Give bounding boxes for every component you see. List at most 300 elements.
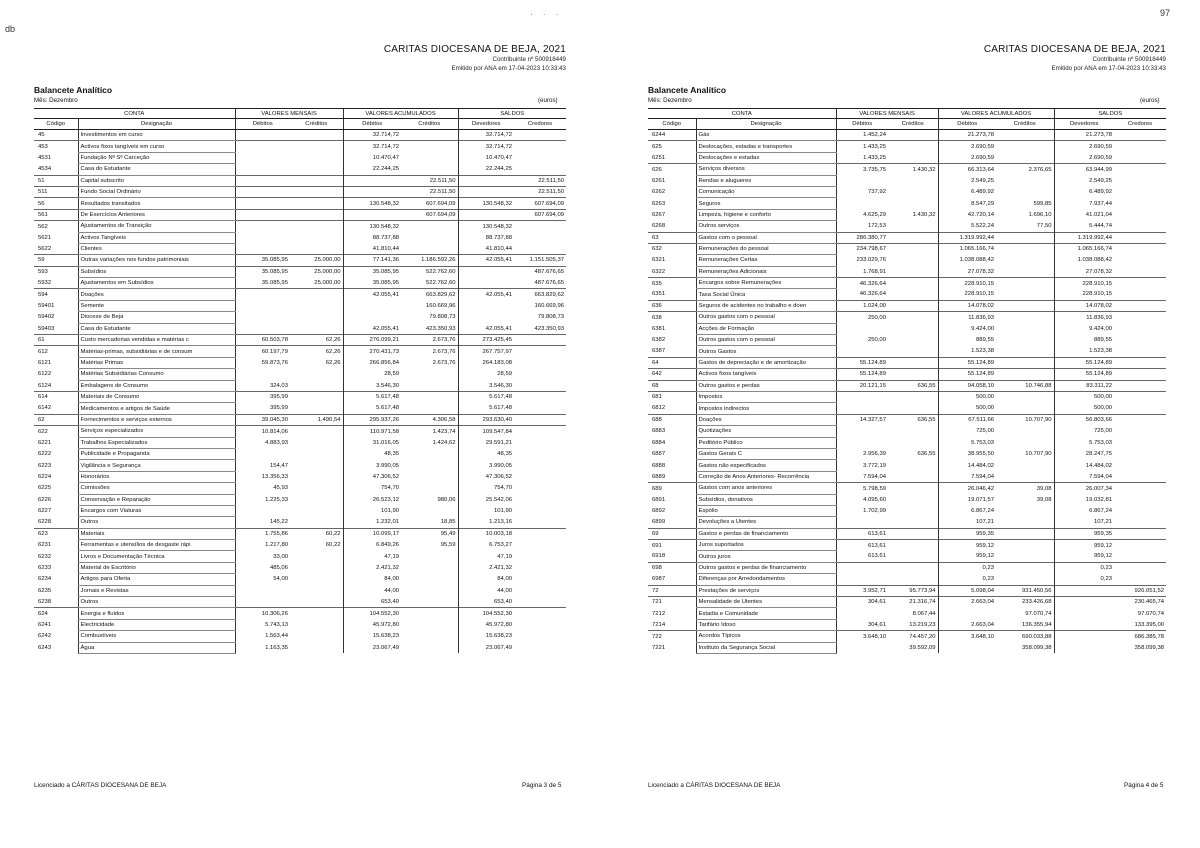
cell-debitos-acumulados: 1.065.166,74 [938,243,996,254]
cell-creditos-acumulados [996,528,1054,539]
cell-debitos-acumulados: 276.099,21 [343,335,401,346]
cell-designacao: Remunerações do pessoal [696,243,836,254]
cell-creditos-acumulados: 10.707,90 [1025,451,1052,458]
cell-creditos-acumulados [996,152,1054,163]
cell-debitos-mensais: 1.217,80 [265,542,288,549]
cell-designacao: Juros suportados [696,540,836,551]
cell-debitos-acumulados: 47.306,52 [343,471,401,482]
cell-designacao: Comissões [78,483,235,494]
cell-codigo: 6918 [652,553,666,560]
cell-debitos-acumulados: 5.617,48 [343,391,401,402]
cell-debitos-acumulados: 67.511,66 [938,414,996,425]
cell-creditos-mensais [888,574,938,585]
cell-designacao: Medicamentos e artigos de Saúde [78,403,235,414]
table-row [34,551,566,562]
table-row [648,551,1166,562]
cell-debitos-acumulados: 44,00 [343,585,401,596]
cell-creditos-mensais: 60,22 [325,542,341,549]
cell-debitos-mensais: 324,03 [269,382,288,389]
cell-codigo: 6238 [38,598,52,605]
table-row [648,448,1166,459]
cell-designacao: Rendas e alugueres [696,175,836,186]
cell-devedores: 63.944,99 [1054,164,1114,175]
cell-debitos-mensais [836,346,888,357]
cell-credores [514,346,566,357]
cell-codigo: 6124 [38,382,52,389]
cell-debitos-acumulados: 6.867,24 [938,505,996,516]
cell-credores: 1.151.505,37 [514,255,566,266]
table-row [34,198,566,209]
cell-devedores: 48,35 [458,448,514,459]
cell-designacao: Materiais de Consumo [78,391,235,402]
cell-designacao: Taxa Social Única [696,289,836,300]
cell-creditos-acumulados [996,323,1054,334]
cell-credores [514,232,566,243]
cell-codigo: 6321 [652,257,666,264]
cell-creditos-acumulados: 10.707,90 [996,414,1054,425]
cell-creditos-mensais [290,312,343,323]
currency-label: (euros) [1140,97,1160,104]
cell-creditos-mensais [888,289,938,300]
cell-debitos-acumulados: 3.990,05 [343,460,401,471]
cell-devedores: 26.007,34 [1054,483,1114,494]
cell-debitos-acumulados: 1.232,01 [343,517,401,528]
cell-debitos-mensais [235,152,290,163]
cell-debitos-mensais: 250,00 [836,312,888,323]
cell-devedores: 14.484,02 [1054,460,1114,471]
cell-debitos-mensais: 395,99 [269,405,288,412]
cell-creditos-mensais [888,312,938,323]
report-header [984,44,1166,73]
cell-debitos-acumulados: 7.594,04 [938,471,996,482]
cell-credores [514,619,566,630]
table-row [34,574,566,585]
cell-devedores: 32.714,72 [458,130,514,141]
cell-codigo: 562 [34,221,78,232]
cell-debitos-acumulados: 32.714,72 [343,141,401,152]
cell-creditos-mensais: 21.316,74 [888,597,938,608]
cell-debitos-acumulados: 101,90 [343,505,401,516]
cell-creditos-acumulados [401,471,458,482]
cell-codigo: 6223 [38,462,52,469]
cell-credores [1114,164,1166,175]
cell-debitos-mensais: 1.024,00 [836,300,888,311]
cell-creditos-acumulados [996,460,1054,471]
cell-devedores: 5.444,74 [1054,221,1114,232]
cell-credores: 607.694,09 [514,209,566,220]
cell-creditos-mensais [888,551,938,562]
table-row [34,597,566,608]
cell-creditos-mensais [290,585,343,596]
table-row [34,323,566,334]
cell-debitos-acumulados: 42.055,41 [343,323,401,334]
cell-designacao: Seguros de acidentes no trabalho e doen [696,300,836,311]
cell-codigo: 688 [648,414,696,425]
cell-designacao: Gastos de depreciação e de amortização [696,357,836,368]
cell-codigo: 6232 [38,553,52,560]
cell-debitos-mensais [836,426,888,437]
cell-creditos-mensais [290,186,343,197]
table-row [34,278,566,289]
table-row [648,164,1166,175]
table-row [34,152,566,163]
cell-designacao: Publicidade e Propaganda [78,448,235,459]
cell-debitos-mensais: 4.625,29 [863,211,886,218]
table-row [648,403,1166,414]
cell-debitos-mensais [235,448,290,459]
header-conta: CONTA [648,109,836,119]
cell-devedores: 2.690,59 [1054,152,1114,163]
cell-creditos-acumulados: 931.450,56 [996,585,1054,596]
cell-debitos-acumulados: 5.617,48 [343,403,401,414]
report-month: Mês: Dezembro [34,97,78,104]
cell-designacao: Devoluções a Utentes [696,517,836,528]
cell-credores: 607.694,09 [514,198,566,209]
cell-debitos-mensais [836,517,888,528]
table-row [648,335,1166,346]
cell-debitos-acumulados: 31.016,05 [343,437,401,448]
cell-codigo: 6224 [38,473,52,480]
cell-devedores: 55.124,89 [1054,357,1114,368]
cell-devedores: 7.594,04 [1054,471,1114,482]
cell-codigo: 6241 [38,621,52,628]
cell-credores [1114,312,1166,323]
cell-codigo: 623 [34,528,78,539]
cell-creditos-mensais [888,300,938,311]
cell-codigo: 638 [648,312,696,323]
cell-designacao: Ajustamentos em Subsídios [78,278,235,289]
cell-debitos-mensais: 2.956,39 [863,451,886,458]
cell-debitos-acumulados: 6.489,92 [938,186,996,197]
cell-debitos-acumulados: 500,00 [938,403,996,414]
cell-devedores: 3.990,05 [458,460,514,471]
cell-creditos-acumulados [401,562,458,573]
cell-credores [514,471,566,482]
cell-designacao: Gastos com anos anteriores [696,483,836,494]
cell-credores [1114,403,1166,414]
cell-credores [1114,266,1166,277]
report-title: Balancete Analítico [34,85,113,95]
cell-debitos-acumulados: 3.546,30 [343,380,401,391]
cell-designacao: Outros [78,597,235,608]
table-row [648,528,1166,539]
cell-debitos-acumulados: 6.849,26 [343,540,401,551]
cell-codigo: 6222 [38,451,52,458]
cell-creditos-acumulados [996,391,1054,402]
cell-devedores: 45.972,80 [458,619,514,630]
cell-designacao: Limpeza, higiene e conforto [696,209,836,220]
cell-debitos-acumulados: 8.547,29 [938,198,996,209]
cell-devedores: 959,12 [1054,551,1114,562]
cell-designacao: Outros gastos e perdas de financiamento [696,562,836,573]
cell-codigo: 6234 [38,576,52,583]
cell-creditos-acumulados [996,551,1054,562]
cell-debitos-acumulados: 5.522,24 [938,221,996,232]
cell-devedores [458,266,514,277]
page-number: Página 3 de 5 [522,782,562,789]
cell-codigo: 51 [34,175,78,186]
table-row [34,255,566,266]
cell-designacao: Casa do Estudante [78,323,235,334]
cell-devedores: 267.757,97 [458,346,514,357]
cell-designacao: Activos fixos tangíveis em curso [78,141,235,152]
cell-creditos-mensais [290,642,343,653]
cell-credores [514,597,566,608]
cell-credores: 663.829,62 [514,289,566,300]
cell-debitos-acumulados: 2.690,59 [938,152,996,163]
cell-designacao: Clientes [78,243,235,254]
cell-credores [514,540,566,551]
scan-marks: · · · [530,10,563,19]
cell-codigo: 6887 [652,451,666,458]
cell-creditos-mensais [888,221,938,232]
cell-credores [1114,483,1166,494]
cell-debitos-acumulados: 2.690,59 [938,141,996,152]
cell-designacao: Peditório Público [696,437,836,448]
cell-debitos-acumulados: 0,23 [938,574,996,585]
cell-devedores: 27.078,32 [1054,266,1114,277]
header-conta: CONTA [34,109,235,119]
cell-debitos-mensais [836,642,888,653]
cell-creditos-acumulados: 77,50 [1036,223,1052,230]
header-debitos-mensais: Débitos [836,119,888,130]
cell-devedores: 104.552,30 [458,608,514,619]
cell-debitos-acumulados: 27.078,32 [938,266,996,277]
cell-codigo: 6244 [652,132,666,139]
cell-devedores: 14.078,02 [1054,300,1114,311]
table-row [648,631,1166,642]
cell-codigo: 6221 [38,439,52,446]
cell-creditos-acumulados: 1.186.592,26 [401,255,458,266]
cell-debitos-mensais [235,585,290,596]
page-right [600,0,1200,848]
cell-debitos-mensais: 233.029,76 [856,257,886,264]
cell-devedores: 21.273,78 [1054,130,1114,141]
table-row [34,585,566,596]
table-row [648,608,1166,619]
table-row [34,186,566,197]
table-row [34,619,566,630]
cell-creditos-mensais: 95.773,94 [888,585,938,596]
cell-codigo: 594 [34,289,78,300]
table-row [34,608,566,619]
cell-codigo: 59403 [38,325,55,332]
cell-creditos-acumulados [401,369,458,380]
cell-debitos-mensais [235,289,290,300]
cell-designacao: Custo mercadorias vendidas e matérias c [78,335,235,346]
cell-credores [1114,426,1166,437]
cell-designacao: Gastos e perdas de financiamento [696,528,836,539]
cell-designacao: Comunicação [696,186,836,197]
cell-debitos-acumulados: 26.046,42 [938,483,996,494]
cell-designacao: Encargos sobre Remunerações [696,278,836,289]
cell-credores [514,460,566,471]
cell-creditos-acumulados [401,141,458,152]
cell-devedores: 228.910,15 [1054,289,1114,300]
cell-designacao: Água [78,642,235,653]
cell-creditos-mensais [290,619,343,630]
cell-codigo: 6889 [652,473,666,480]
table-row [648,232,1166,243]
header-credores: Credores [1114,119,1166,130]
cell-creditos-mensais [888,130,938,141]
cell-codigo: 61 [34,335,78,346]
cell-creditos-mensais [888,186,938,197]
cell-codigo: 64 [648,357,696,368]
cell-designacao: Outras variações nos fundos patrimoniais [78,255,235,266]
cell-debitos-acumulados: 10.470,47 [343,152,401,163]
cell-devedores: 83.311,22 [1054,380,1114,391]
cell-debitos-acumulados: 107,21 [938,517,996,528]
cell-debitos-acumulados: 19.071,57 [938,494,996,505]
cell-creditos-mensais [290,437,343,448]
cell-creditos-acumulados: 22.511,50 [401,175,458,186]
cell-devedores: 0,23 [1054,574,1114,585]
cell-codigo: 62 [34,414,78,425]
cell-codigo: 622 [34,426,78,437]
cell-debitos-mensais [235,505,290,516]
cell-codigo: 6225 [38,485,52,492]
cell-creditos-mensais [888,540,938,551]
cell-codigo: 4531 [38,154,52,161]
cell-devedores [1054,597,1114,608]
cell-creditos-acumulados [401,448,458,459]
cell-creditos-acumulados [996,505,1054,516]
table-row [34,221,566,232]
cell-debitos-acumulados: 500,00 [938,391,996,402]
cell-devedores: 84,00 [458,574,514,585]
cell-debitos-mensais [836,198,888,209]
cell-credores [1114,175,1166,186]
cell-debitos-mensais: 4.095,60 [863,496,886,503]
cell-creditos-acumulados [401,460,458,471]
cell-devedores: 5.617,48 [458,391,514,402]
cell-creditos-acumulados [401,585,458,596]
cell-debitos-acumulados: 11.836,93 [938,312,996,323]
cell-debitos-mensais: 485,06 [269,565,288,572]
cell-debitos-mensais: 13.356,33 [261,473,288,480]
cell-creditos-mensais [888,437,938,448]
cell-creditos-mensais [290,631,343,642]
cell-creditos-acumulados: 358.099,38 [1022,644,1052,651]
cell-designacao: Subsídios [78,266,235,277]
cell-creditos-acumulados: 39,08 [1036,496,1052,503]
cell-devedores: 47,19 [458,551,514,562]
cell-codigo: 56 [34,198,78,209]
cell-devedores [458,186,514,197]
cell-debitos-acumulados: 66.313,64 [938,164,996,175]
table-row [648,562,1166,573]
table-row [34,175,566,186]
cell-debitos-acumulados: 725,00 [938,426,996,437]
cell-creditos-acumulados [401,130,458,141]
cell-debitos-acumulados: 2.663,04 [938,619,996,630]
cell-debitos-mensais: 1.433,25 [836,141,888,152]
cell-creditos-mensais: 636,55 [888,380,938,391]
cell-devedores: 293.630,40 [458,414,514,425]
cell-devedores [458,278,514,289]
cell-debitos-mensais: 60.197,79 [235,346,290,357]
cell-creditos-acumulados: 522.762,60 [401,266,458,277]
cell-debitos-acumulados: 55.124,89 [938,357,996,368]
cell-devedores [1054,608,1114,619]
license-footer: Licenciado a CÁRITAS DIOCESANA DE BEJA [648,782,781,789]
cell-devedores: 725,00 [1054,426,1114,437]
cell-creditos-acumulados [401,152,458,163]
table-row [648,346,1166,357]
cell-creditos-mensais [290,198,343,209]
cell-credores [1114,289,1166,300]
cell-creditos-acumulados [996,346,1054,357]
table-row [34,300,566,311]
table-row [648,494,1166,505]
cell-creditos-mensais [290,164,343,175]
cell-codigo: 6228 [38,519,52,526]
cell-devedores: 23.067,49 [458,642,514,653]
cell-codigo: 6226 [38,496,52,503]
table-row [648,209,1166,220]
cell-designacao: Trabalhos Especializados [78,437,235,448]
header-debitos-acumulados: Débitos [343,119,401,130]
cell-creditos-acumulados [996,517,1054,528]
cell-devedores [1054,642,1114,653]
cell-designacao: Energia e fluidos [78,608,235,619]
cell-creditos-mensais [290,551,343,562]
cell-credores [1114,517,1166,528]
cell-designacao: Materiais [78,528,235,539]
cell-creditos-acumulados [401,380,458,391]
cell-codigo: 6242 [38,633,52,640]
cell-debitos-mensais [836,323,888,334]
cell-debitos-mensais: 55.124,89 [836,369,888,380]
cell-codigo: 6888 [652,462,666,469]
cell-credores: 358.099,38 [1134,644,1165,651]
cell-debitos-mensais: 35.085,95 [235,255,290,266]
cell-debitos-mensais: 1.452,24 [863,132,886,139]
cell-creditos-acumulados [401,505,458,516]
header-credores: Credores [514,119,566,130]
cell-codigo: 6142 [38,405,52,412]
cell-debitos-mensais: 46.326,64 [859,291,886,298]
cell-designacao: Deslocações, estadas e transportes [696,141,836,152]
table-row [34,266,566,277]
cell-creditos-mensais [290,323,343,334]
cell-devedores: 15.638,23 [458,631,514,642]
table-row [648,483,1166,494]
cell-codigo: 6251 [652,154,666,161]
table-row [648,460,1166,471]
cell-devedores: 56.803,66 [1054,414,1114,425]
cell-credores [514,642,566,653]
cell-devedores: 29.591,21 [458,437,514,448]
cell-designacao: Impostos [696,391,836,402]
cell-creditos-acumulados [401,483,458,494]
cell-devedores: 11.836,93 [1054,312,1114,323]
cell-debitos-acumulados [938,608,996,619]
cell-credores: 22.511,50 [514,186,566,197]
cell-devedores: 6.753,27 [458,540,514,551]
cell-codigo: 642 [648,369,696,380]
cell-credores [1114,221,1166,232]
cell-debitos-mensais [235,198,290,209]
cell-devedores: 42.055,41 [458,255,514,266]
cell-creditos-acumulados [996,562,1054,573]
cell-designacao: Instituto da Segurança Social [696,642,836,653]
header-creditos-acumulados: Créditos [401,119,458,130]
cell-codigo: 722 [648,631,696,642]
table-row [34,631,566,642]
cell-debitos-mensais: 14.327,57 [836,414,888,425]
